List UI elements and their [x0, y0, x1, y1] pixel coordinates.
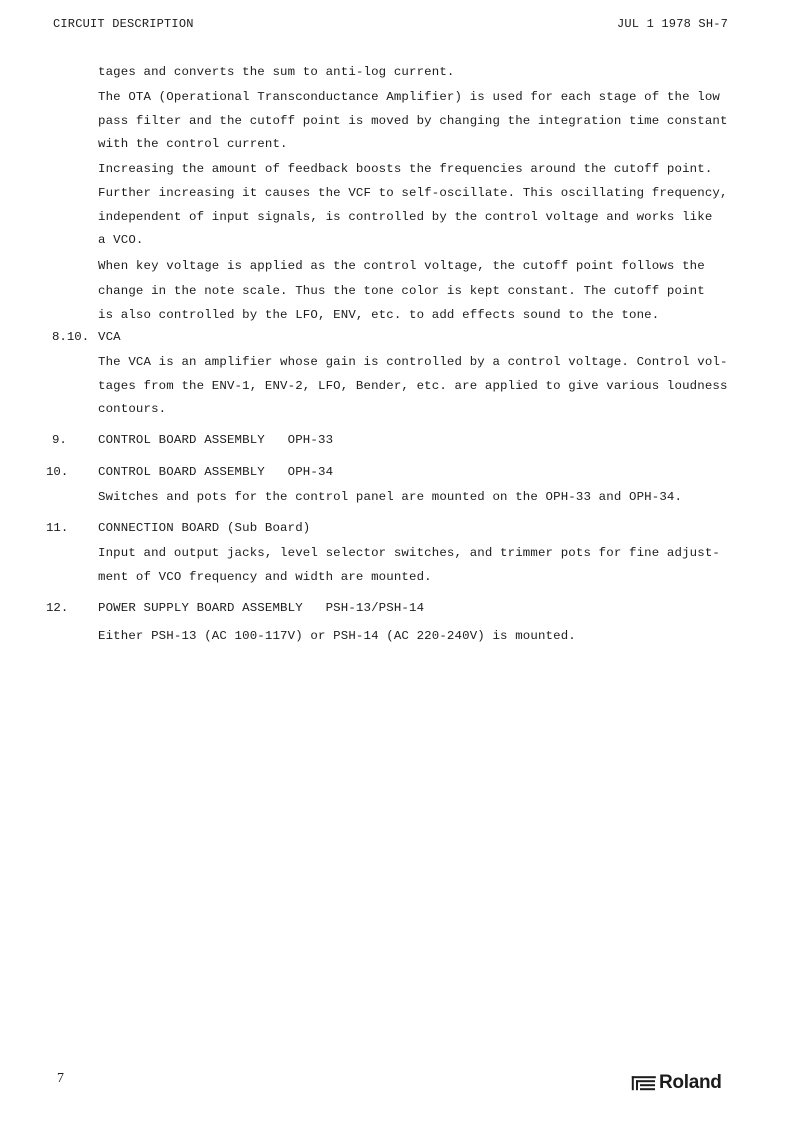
- body-line: ment of VCO frequency and width are mounted.: [98, 570, 432, 584]
- body-line: Increasing the amount of feedback boosts the frequencies around the cutoff point.: [98, 162, 713, 176]
- section-heading: CONTROL BOARD ASSEMBLY OPH-34: [98, 465, 334, 479]
- body-line: Further increasing it causes the VCF to self-oscillate. This oscillating frequency,: [98, 186, 728, 200]
- section-heading: POWER SUPPLY BOARD ASSEMBLY PSH-13/PSH-14: [98, 601, 425, 615]
- roland-logo: [631, 1072, 722, 1094]
- section-heading: CONTROL BOARD ASSEMBLY OPH-33: [98, 433, 334, 447]
- body-line: is also controlled by the LFO, ENV, etc. to add effects sound to the tone.: [98, 308, 660, 322]
- section-number: 10.: [46, 465, 69, 479]
- body-line: The OTA (Operational Transconductance Amplifier) is used for each stage of the low: [98, 90, 721, 104]
- roland-wordmark: Roland: [659, 1072, 722, 1093]
- body-line: a VCO.: [98, 233, 144, 247]
- header-title: CIRCUIT DESCRIPTION: [53, 17, 194, 31]
- section-number: 12.: [46, 601, 69, 615]
- page-number: 7: [57, 1071, 64, 1086]
- section-number: 11.: [46, 521, 69, 535]
- section-heading-vca: VCA: [98, 330, 121, 344]
- body-line: The VCA is an amplifier whose gain is controlled by a control voltage. Control vol-: [98, 355, 728, 369]
- body-line: pass filter and the cutoff point is moved by changing the integration time constant: [98, 114, 728, 128]
- section-number: 9.: [52, 433, 67, 447]
- section-heading: CONNECTION BOARD (Sub Board): [98, 521, 311, 535]
- body-line: change in the note scale. Thus the tone color is kept constant. The cutoff point: [98, 284, 705, 298]
- body-line: tages and converts the sum to anti-log current.: [98, 65, 455, 79]
- body-line: Input and output jacks, level selector switches, and trimmer pots for fine adjust-: [98, 546, 721, 560]
- body-line: independent of input signals, is controlled by the control voltage and works like: [98, 210, 713, 224]
- roland-mark-icon: [631, 1075, 657, 1091]
- body-line: Either PSH-13 (AC 100-117V) or PSH-14 (AC 220-240V) is mounted.: [98, 629, 576, 643]
- section-number: 8.10.: [52, 330, 90, 344]
- header-date-model: JUL 1 1978 SH-7: [617, 17, 729, 31]
- body-line: with the control current.: [98, 137, 288, 151]
- body-line: Switches and pots for the control panel are mounted on the OPH-33 and OPH-34.: [98, 490, 683, 504]
- body-line: contours.: [98, 402, 167, 416]
- body-line: tages from the ENV-1, ENV-2, LFO, Bender, etc. are applied to give various loudness: [98, 379, 728, 393]
- body-line: When key voltage is applied as the control voltage, the cutoff point follows the: [98, 259, 705, 273]
